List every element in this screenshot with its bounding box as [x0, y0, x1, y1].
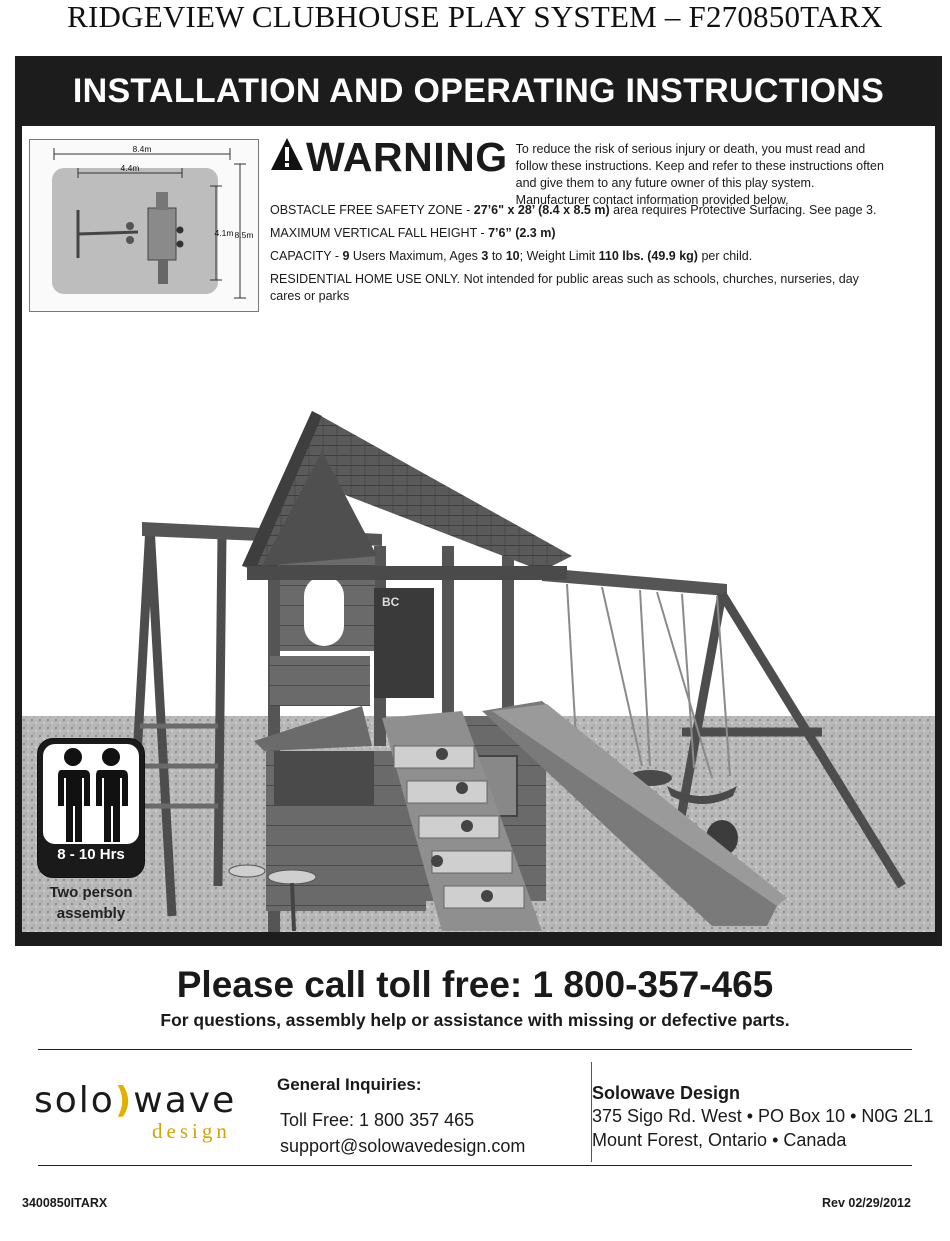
inner-width-label: 4.4m	[120, 163, 140, 173]
assembly-hours: 8 - 10 Hrs	[57, 846, 125, 863]
content-panel	[22, 126, 935, 932]
capacity-weight: 110 lbs. (49.9 kg)	[598, 249, 698, 263]
divider-top	[38, 1049, 912, 1050]
capacity-users: 9	[342, 249, 350, 263]
stool-2	[268, 870, 316, 884]
company-name: Solowave Design	[592, 1083, 741, 1103]
warning-block	[270, 136, 925, 305]
support-email-link[interactable]: support@solowavedesign.com	[280, 1136, 526, 1156]
tower-window	[304, 576, 344, 646]
chalkboard-text: BC	[382, 595, 400, 609]
logo-word-solo: solo	[34, 1080, 115, 1121]
warning-heading: WARNING	[306, 134, 508, 180]
toll-free-number[interactable]: Toll Free: 1 800 357 465	[280, 1110, 475, 1130]
logo-paren: )	[114, 1080, 134, 1121]
company-address-line2: Mount Forest, Ontario • Canada	[592, 1130, 847, 1150]
capacity-text-4: per child.	[697, 249, 753, 263]
banner-title: INSTALLATION AND OPERATING INSTRUCTIONS	[72, 72, 885, 110]
assembly-caption-line1: Two person	[49, 884, 133, 901]
fall-height-value: 7’6” (2.3 m)	[488, 226, 556, 240]
clubhouse-window	[274, 751, 374, 806]
swing-beam	[542, 568, 727, 596]
capacity-text-2: to	[488, 249, 506, 263]
fall-height-line	[270, 225, 925, 242]
toll-free-subtext: For questions, assembly help or assistance with missing or defective parts.	[160, 1010, 790, 1030]
safety-zone-diagram	[29, 139, 259, 312]
document-title: RIDGEVIEW CLUBHOUSE PLAY SYSTEM – F270850TARX	[67, 0, 883, 34]
capacity-line	[270, 248, 925, 265]
residential-line: RESIDENTIAL HOME USE ONLY. Not intended for public areas such as schools, churches, nurseries, day cares or parks	[270, 272, 859, 303]
warning-lead-text: To reduce the risk of serious injury or death, you must read and follow these instructions. Keep and refer to these instructions often and give them to any future owner of this play system. Manufacturer contact information provided below.	[515, 142, 884, 207]
logo-word-wave: wave	[133, 1080, 237, 1121]
general-inquiries-heading: General Inquiries:	[277, 1075, 422, 1094]
safety-zone-svg	[30, 140, 258, 311]
revision-date: Rev 02/29/2012	[822, 1196, 911, 1210]
instruction-frame	[15, 56, 942, 946]
company-address-line1: 375 Sigo Rd. West • PO Box 10 • N0G 2L1	[592, 1106, 934, 1126]
inner-depth-label: 4.1m	[214, 228, 234, 238]
assembly-badge	[37, 738, 145, 878]
safety-zone-note: area requires Protective Surfacing. See page 3.	[609, 203, 877, 217]
stool-1	[229, 865, 265, 877]
two-person-icon	[43, 744, 139, 844]
capacity-age-min: 3	[481, 249, 489, 263]
divider-bottom	[38, 1165, 912, 1166]
toll-free-callout: Please call toll free: 1 800-357-465	[176, 964, 774, 1005]
tower-front-panel	[270, 656, 370, 706]
capacity-text-3: ; Weight Limit	[519, 249, 599, 263]
safety-zone-value: 27’6" x 28’ (8.4 x 8.5 m)	[473, 203, 610, 217]
capacity-label: CAPACITY -	[270, 249, 343, 263]
outer-width-label: 8.4m	[132, 144, 152, 154]
part-number: 3400850ITARX	[22, 1196, 108, 1210]
logo-wordmark	[34, 1082, 254, 1120]
logo-design: design	[152, 1119, 231, 1143]
outer-depth-label: 8.5m	[234, 230, 254, 240]
solowave-logo	[34, 1082, 254, 1142]
assembly-caption	[31, 882, 151, 924]
fall-height-label: MAXIMUM VERTICAL FALL HEIGHT -	[270, 226, 489, 240]
safety-zone-label: OBSTACLE FREE SAFETY ZONE -	[270, 203, 474, 217]
assembly-caption-line2: assembly	[56, 905, 126, 922]
badge-icon-area	[43, 744, 139, 844]
capacity-text-1: Users Maximum, Ages	[349, 249, 482, 263]
capacity-age-max: 10	[505, 249, 520, 263]
exclamation-triangle-icon	[270, 136, 304, 172]
